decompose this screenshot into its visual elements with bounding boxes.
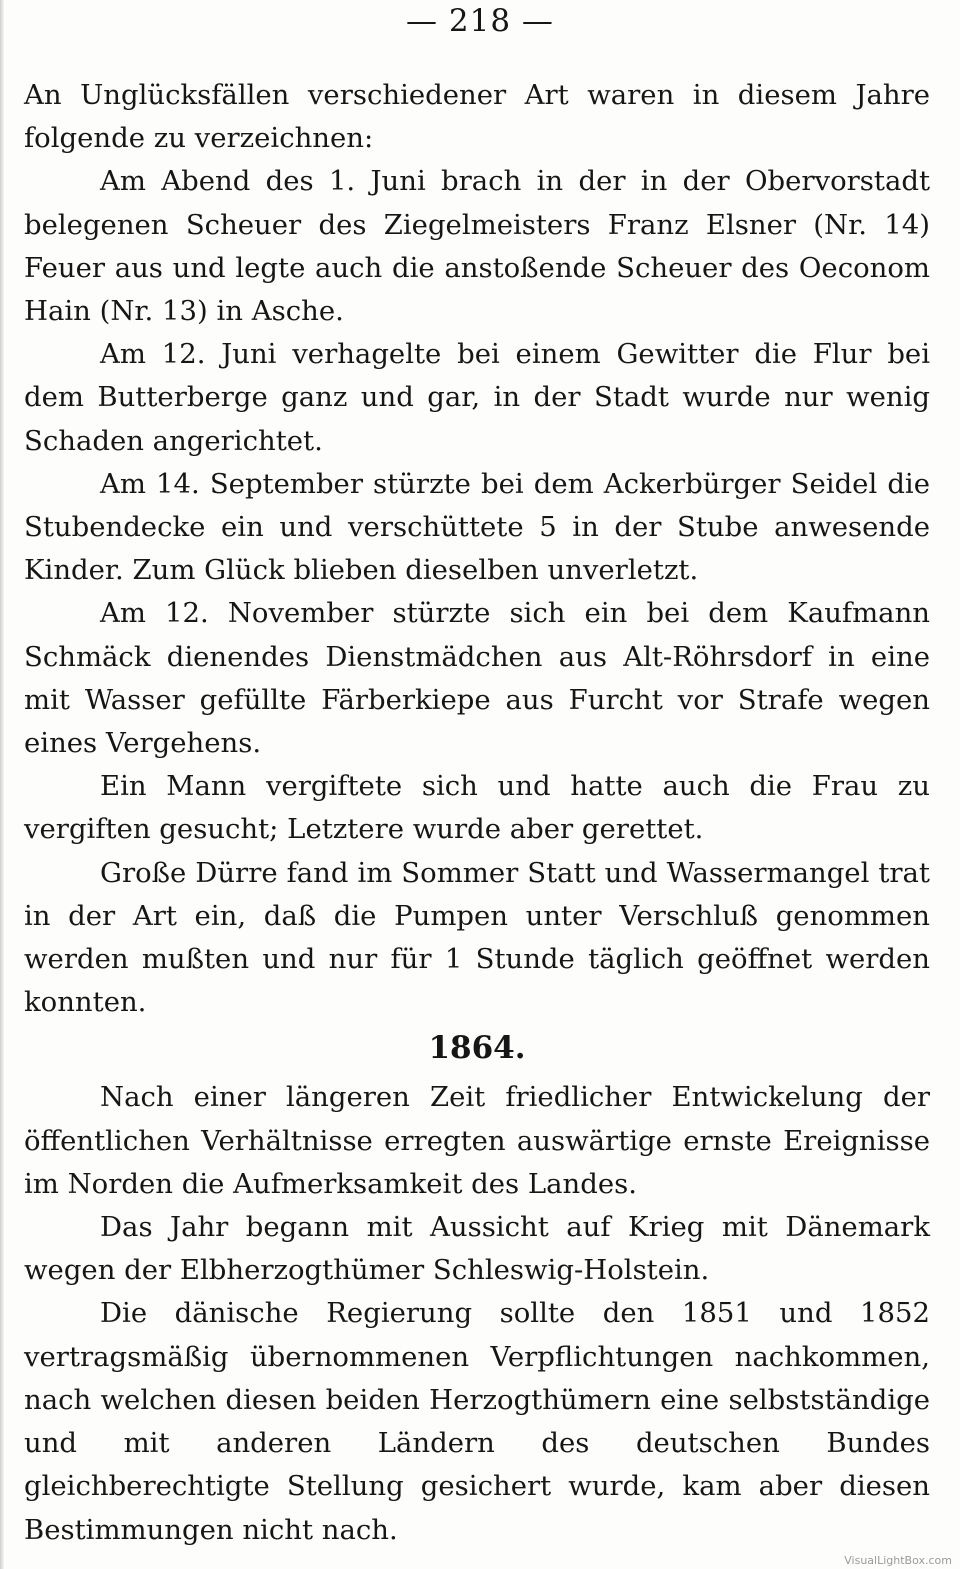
paragraph-war-prospect: Das Jahr begann mit Aussicht auf Krieg mit Dänemark wegen der Elbherzogthümer Schleswig-Holstein. <box>24 1211 930 1287</box>
paragraph-maid: Am 12. November stürzte sich ein bei dem Kaufmann Schmäck dienendes Dienstmädchen aus Alt-Röhrsdorf in eine mit Wasser gefüllte Färberkiepe aus Furcht vor Strafe wegen eines Vergehens. <box>24 597 930 760</box>
paragraph-fire: Am Abend des 1. Juni brach in der in der Obervorstadt belegenen Scheuer des Ziegelmeisters Franz Elsner (Nr. 14) Feuer aus und legte auch die anstoßende Scheuer des Oeconom Hain (Nr. 13) in Asche. <box>24 165 930 328</box>
watermark: VisualLightBox.com <box>844 1554 952 1567</box>
paragraph-intro: An Unglücksfällen verschiedener Art waren in diesem Jahre folgende zu verzeichnen: <box>24 79 930 155</box>
paragraph-hail: Am 12. Juni verhagelte bei einem Gewitter die Flur bei dem Butterberge ganz und gar, in der Stadt wurde nur wenig Schaden angerichtet. <box>24 338 930 457</box>
page-body <box>24 74 930 1552</box>
paragraph-north-events: Nach einer längeren Zeit friedlicher Entwickelung der öffentlichen Verhältnisse erregten auswärtige ernste Ereignisse im Norden die Aufmerksamkeit des Landes. <box>24 1081 930 1200</box>
paragraph-ceiling: Am 14. September stürzte bei dem Ackerbürger Seidel die Stubendecke ein und verschüttete 5 in der Stube anwesende Kinder. Zum Glück blieben dieselben unverletzt. <box>24 467 930 587</box>
page-edge <box>0 0 4 1569</box>
paragraph-drought: Große Dürre fand im Sommer Statt und Wassermangel trat in der Art ein, daß die Pumpen unter Verschluß genommen werden mußten und nur für 1 Stunde täglich geöffnet werden konnten. <box>24 856 930 1019</box>
year-heading: 1864. <box>428 1030 526 1067</box>
paragraph-poison: Ein Mann vergiftete sich und hatte auch die Frau zu vergiften gesucht; Letztere wurde aber gerettet. <box>24 770 930 846</box>
paragraph-danish-government: Die dänische Regierung sollte den 1851 und 1852 vertragsmäßig übernommenen Verpflichtungen nachkommen, nach welchen diesen beiden Herzogthümern eine selbstständige und mit anderen Ländern des deutschen Bundes gleichberechtigte Stellung gesichert wurde, kam aber diesen Bestimmungen nicht nach. <box>24 1297 930 1546</box>
page-number: — 218 — <box>406 3 554 39</box>
